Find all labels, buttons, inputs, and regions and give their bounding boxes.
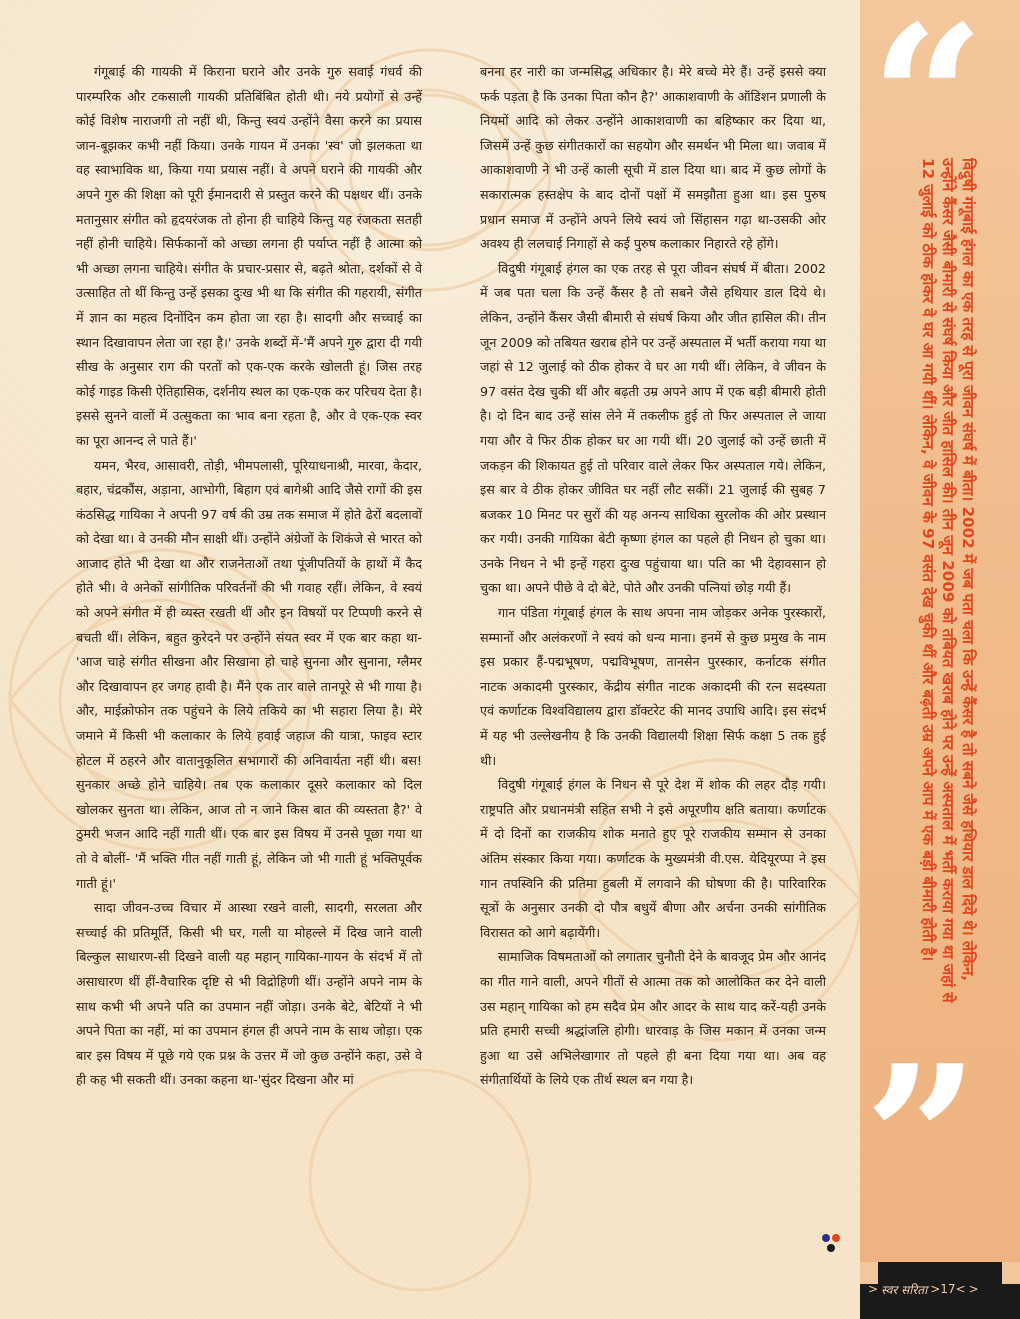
- paragraph: गंगूबाई की गायकी में किराना घराने और उनके गुरु सवाई गंधर्व की पारम्परिक और टकसाली गायकी प्रतिबिंबित होती थी। नये प्रयोगों से उन्हें कोई विशेष नाराजगी तो नहीं थी, किन्तु स्वयं उन्होंने वैसा करने का प्रयास जान-बूझकर कभी नहीं किया। उनके गायन में उनका 'स्व' जो झलकता था वह स्वाभाविक था, किया गया प्रयास नहीं। वे अपने घराने की गायकी और अपने गुरु की शिक्षा को पूरी ईमानदारी से प्रस्तुत करने की पक्षधर थीं। उनके मतानुसार संगीत को हृदयरंजक तो होना ही चाहिये किन्तु यह रंजकता सतही नहीं होनी चाहिये। सिर्फकानों को अच्छा लगना ही पर्याप्त नहीं है आत्मा को भी अच्छा लगना चाहिये। संगीत के प्रचार-प्रसार से, बढ़ते श्रोता, दर्शकों से वे उत्साहित तो थीं किन्तु उन्हें इसका दुःख भी था कि संगीत की गहरायी, संगीत में ज्ञान का महत्व दिनोंदिन कम होता जा रहा है। सादगी और सच्चाई का स्थान दिखावापन लेता जा रहा है।' उनके शब्दों में-'मैं अपने गुरु द्वारा दी गयी सीख के अनुसार राग की परतों को एक-एक करके खोलती हूं। जिस तरह कोई गाइड किसी ऐतिहासिक, दर्शनीय स्थल का एक-एक कर परिचय देता है। इससे सुनने वालों में उत्सुकता का भाव बना रहता है, और वे एक-एक स्वर का पूरा आनन्द ले पाते हैं।': [76, 64, 422, 448]
- paragraph: सादा जीवन-उच्च विचार में आस्था रखने वाली, सादगी, सरलता और सच्चाई की प्रतिमूर्ति, किसी भी घर, गली या मोहल्ले में दिख जाने वाली बिल्कुल साधारण-सी दिखने वाली यह महान् गायिका-गायन के संदर्भ में तो असाधारण थीं हीं-वैचारिक दृष्टि से भी विद्रोहिणी थीं। उन्होंने अपने नाम के साथ कभी भी अपने पति का उपमान नहीं जोड़ा। उनके बेटे, बेटियों ने भी अपने पिता का नहीं, मां का उपमान हंगल ही अपने नाम के साथ जोड़ा। एक बार इस विषय में पूछे गये एक प्रश्न के उत्तर में जो कुछ उन्होंने कहा, उसे वे ही कह भी सकती थीं। उनका कहना था-'सुंदर दिखना और मां: [76, 900, 422, 1088]
- open-quote-icon: “: [870, 0, 986, 217]
- footer-suffix: >: [968, 1282, 979, 1296]
- left-column: [76, 60, 422, 1093]
- paragraph: विदुषी गंगूबाई हंगल का एक तरह से पूरा जीवन संघर्ष में बीता। 2002 में जब पता चला कि उन्हें कैंसर है तो सबने जैसे हथियार डाल दिये थे। लेकिन, उन्होंने कैंसर जैसी बीमारी से संघर्ष किया और जीत हासिल की। तीन जून 2009 को तबियत खराब होने पर उन्हें अस्पताल में भर्ती कराया गया था जहां से 12 जुलाई को ठीक होकर वे घर आ गयी थीं। लेकिन, वे जीवन के 97 वसंत देख चुकी थीं और बढ़ती उम्र अपने आप में एक बड़ी बीमारी होती है। दो दिन बाद उन्हें सांस लेने में तकलीफ हुई तो फिर अस्पताल ले जाया गया और वे फिर ठीक होकर घर आ गयी थीं। 20 जुलाई को उन्हें छाती में जकड़न की शिकायत हुई तो परिवार वाले लेकर फिर अस्पताल गये। लेकिन, इस बार वे ठीक होकर जीवित घर नहीं लौट सकीं। 21 जुलाई की सुबह 7 बजकर 10 मिनट पर सुरों की यह अनन्य साधिका सुरलोक की ओर प्रस्थान कर गयी। उनकी गायिका बेटी कृष्णा हंगल का पहले ही निधन हो चुका था। उनके निधन ने भी इन्हें गहरा दुःख पहुंचाया था। पति का भी देहावसान हो चुका था। अपने पीछे वे दो बेटे, पोते और उनकी पत्नियां छोड़ गयी हैं।: [480, 260, 826, 596]
- page-number: >17<: [930, 1282, 966, 1296]
- decorative-dots: [818, 1232, 858, 1256]
- paragraph: गान पंडिता गंगूबाई हंगल के साथ अपना नाम जोड़कर अनेक पुरस्कारों, सम्मानों और अलंकरणों ने स्वयं को धन्य माना। इनमें से कुछ प्रमुख के नाम इस प्रकार हैं-पद्मभूषण, पद्मविभूषण, तानसेन पुरस्कार, कर्नाटक संगीत नाटक अकादमी पुरस्कार, केंद्रीय संगीत नाटक अकादमी की रत्न सदस्यता एवं कर्णाटक विश्वविद्यालय द्वारा डॉक्टरेट की मानद उपाधि आदि। इस संदर्भ में यह भी उल्लेखनीय है कि उनकी विद्यालयी शिक्षा सिर्फ कक्षा 5 तक हुई थी।: [480, 605, 826, 768]
- pull-quote-text: विदुषी गंगूबाई हंगल का एक तरह से पूरा जीवन संघर्ष में बीता। 2002 में जब पता चला कि उन्हें कैंसर है तो सबने जैसे हथियार डाल दिये थे। लेकिन, उन्होंने कैंसर जैसी बीमारी से संघर्ष किया और जीत हासिल की। तीन जून 2009 को तबियत खराब होने पर उन्हें अस्पताल में भर्ती कराया गया था जहां से 12 जुलाई को ठीक होकर वे घर आ गयी थीं। लेकिन, वे जीवन के 97 वसंत देख चुकी थीं और बढ़ती उम्र अपने आप में एक बड़ी बीमारी होती है।: [919, 158, 977, 1003]
- magazine-name: स्वर सरिता: [881, 1282, 928, 1297]
- paragraph: विदुषी गंगूबाई हंगल के निधन से पूरे देश में शोक की लहर दौड़ गयी। राष्ट्रपति और प्रधानमंत्री सहित सभी ने इसे अपूरणीय क्षति बताया। कर्णाटक में दो दिनों का राजकीय शोक मनाते हुए पूरे राजकीय सम्मान से उनका अंतिम संस्कार किया गया। कर्णाटक के मुख्यमंत्री वी.एस. येदियूरप्पा ने इस गान तपस्विनि की प्रतिमा हुबली में लगवाने की घोषणा की है। पारिवारिक सूत्रों के अनुसार उनकी दो पौत्र बधुयें बीणा और अर्चना उनकी सांगीतिक विरासत को आगे बढ़ायेंगी।: [480, 777, 826, 940]
- paragraph: बनना हर नारी का जन्मसिद्ध अधिकार है। मेरे बच्चे मेरे हैं। उन्हें इससे क्या फर्क पड़ता है कि उनका पिता कौन है?' आकाशवाणी के ऑडिशन प्रणाली के नियमों आदि को लेकर उन्होंने आकाशवाणी का बहिष्कार कर दिया था, जिसमें उन्हें कुछ संगीतकारों का सहयोग और समर्थन भी मिला था। जवाब में आकाशवाणी ने भी उन्हें काली सूची में डाल दिया था। बाद में कुछ लोगों के सकारात्मक हस्तक्षेप के बाद दोनों पक्षों में समझौता हुआ था। इस पुरुष प्रधान समाज में उन्होंने अपने लिये स्वयं जो सिंहासन गढ़ा था-उसकी ओर अवश्य ही ललचाई निगाहों से कई पुरुष कलाकार निहारते रहे होंगे।: [480, 64, 826, 252]
- right-column: [480, 60, 826, 1093]
- paragraph: यमन, भैरव, आसावरी, तोड़ी, भीमपलासी, पूरियाधनाश्री, मारवा, केदार, बहार, चंद्रकौंस, अड़ाना, आभोगी, बिहाग एवं बागेश्री आदि जैसे रागों की इस कंठसिद्ध गायिका ने अपनी 97 वर्ष की उम्र तक समाज में होते ढेरों बदलावों को देखा था। वे उनकी मौन साक्षी थीं। उन्होंने अंग्रेजों के शिकंजे से भारत को आजाद होते भी देखा था और राजनेताओं तथा पूंजीपतियों के हाथों में कैद होते भी। वे अनेकों सांगीतिक परिवर्तनों की भी गवाह रहीं। लेकिन, वे स्वयं को अपने संगीत में ही व्यस्त रखती थीं और इन विषयों पर टिप्पणी करने से बचती थीं। लेकिन, बहुत कुरेदने पर उन्होंने संयत स्वर में एक बार कहा था-'आज चाहे संगीत सीखना और सिखाना हो चाहे सुनना और सुनाना, ग्लैमर और दिखावापन हर जगह हावी है। मैंने एक तार वाले तानपूरे से भी गाया है। और, माईक्रोफोन तक पहुंचने के लिये तकिये का भी सहारा लिया है। मेरे जमाने में किसी भी कलाकार के लिये हवाई जहाज की यात्रा, फाइव स्टार होटल में ठहरने और वातानुकूलित सभागारों की अनिवार्यता नहीं थी। बस! सुनकार अच्छे होने चाहिये। तब एक कलाकार दूसरे कलाकार को दिल खोलकर सुनता था। लेकिन, आज तो न जाने किस बात की व्यस्तता है?' वे ठुमरी भजन आदि नहीं गाती थीं। एक बार इस विषय में उनसे पूछा गया था तो वे बोलीं- 'मैं भक्ति गीत नहीं गाती हूं, लेकिन जो भी गाती हूं भक्तिपूर्वक गाती हूं।': [76, 457, 422, 891]
- page-footer: [868, 1276, 1018, 1302]
- footer-prefix: >: [868, 1282, 879, 1296]
- paragraph: सामाजिक विषमताओं को लगातार चुनौती देने के बावजूद प्रेम और आनंद का गीत गाने वाली, अपने गीतों से आत्मा तक को आलोकित कर देने वाली उस महान् गायिका को हम सदैव प्रेम और आदर के साथ याद करें-यही उनके प्रति हमारी सच्ची श्रद्धांजलि होगी। धारवाड़ के जिस मकान में उनका जन्म हुआ था उसे अभिलेखागार तो पहले ही बना दिया गया था। अब वह संगीतार्थियों के लिये एक तीर्थ स्थल बन गया है।: [480, 949, 826, 1088]
- close-quote-icon: ”: [864, 1022, 980, 1257]
